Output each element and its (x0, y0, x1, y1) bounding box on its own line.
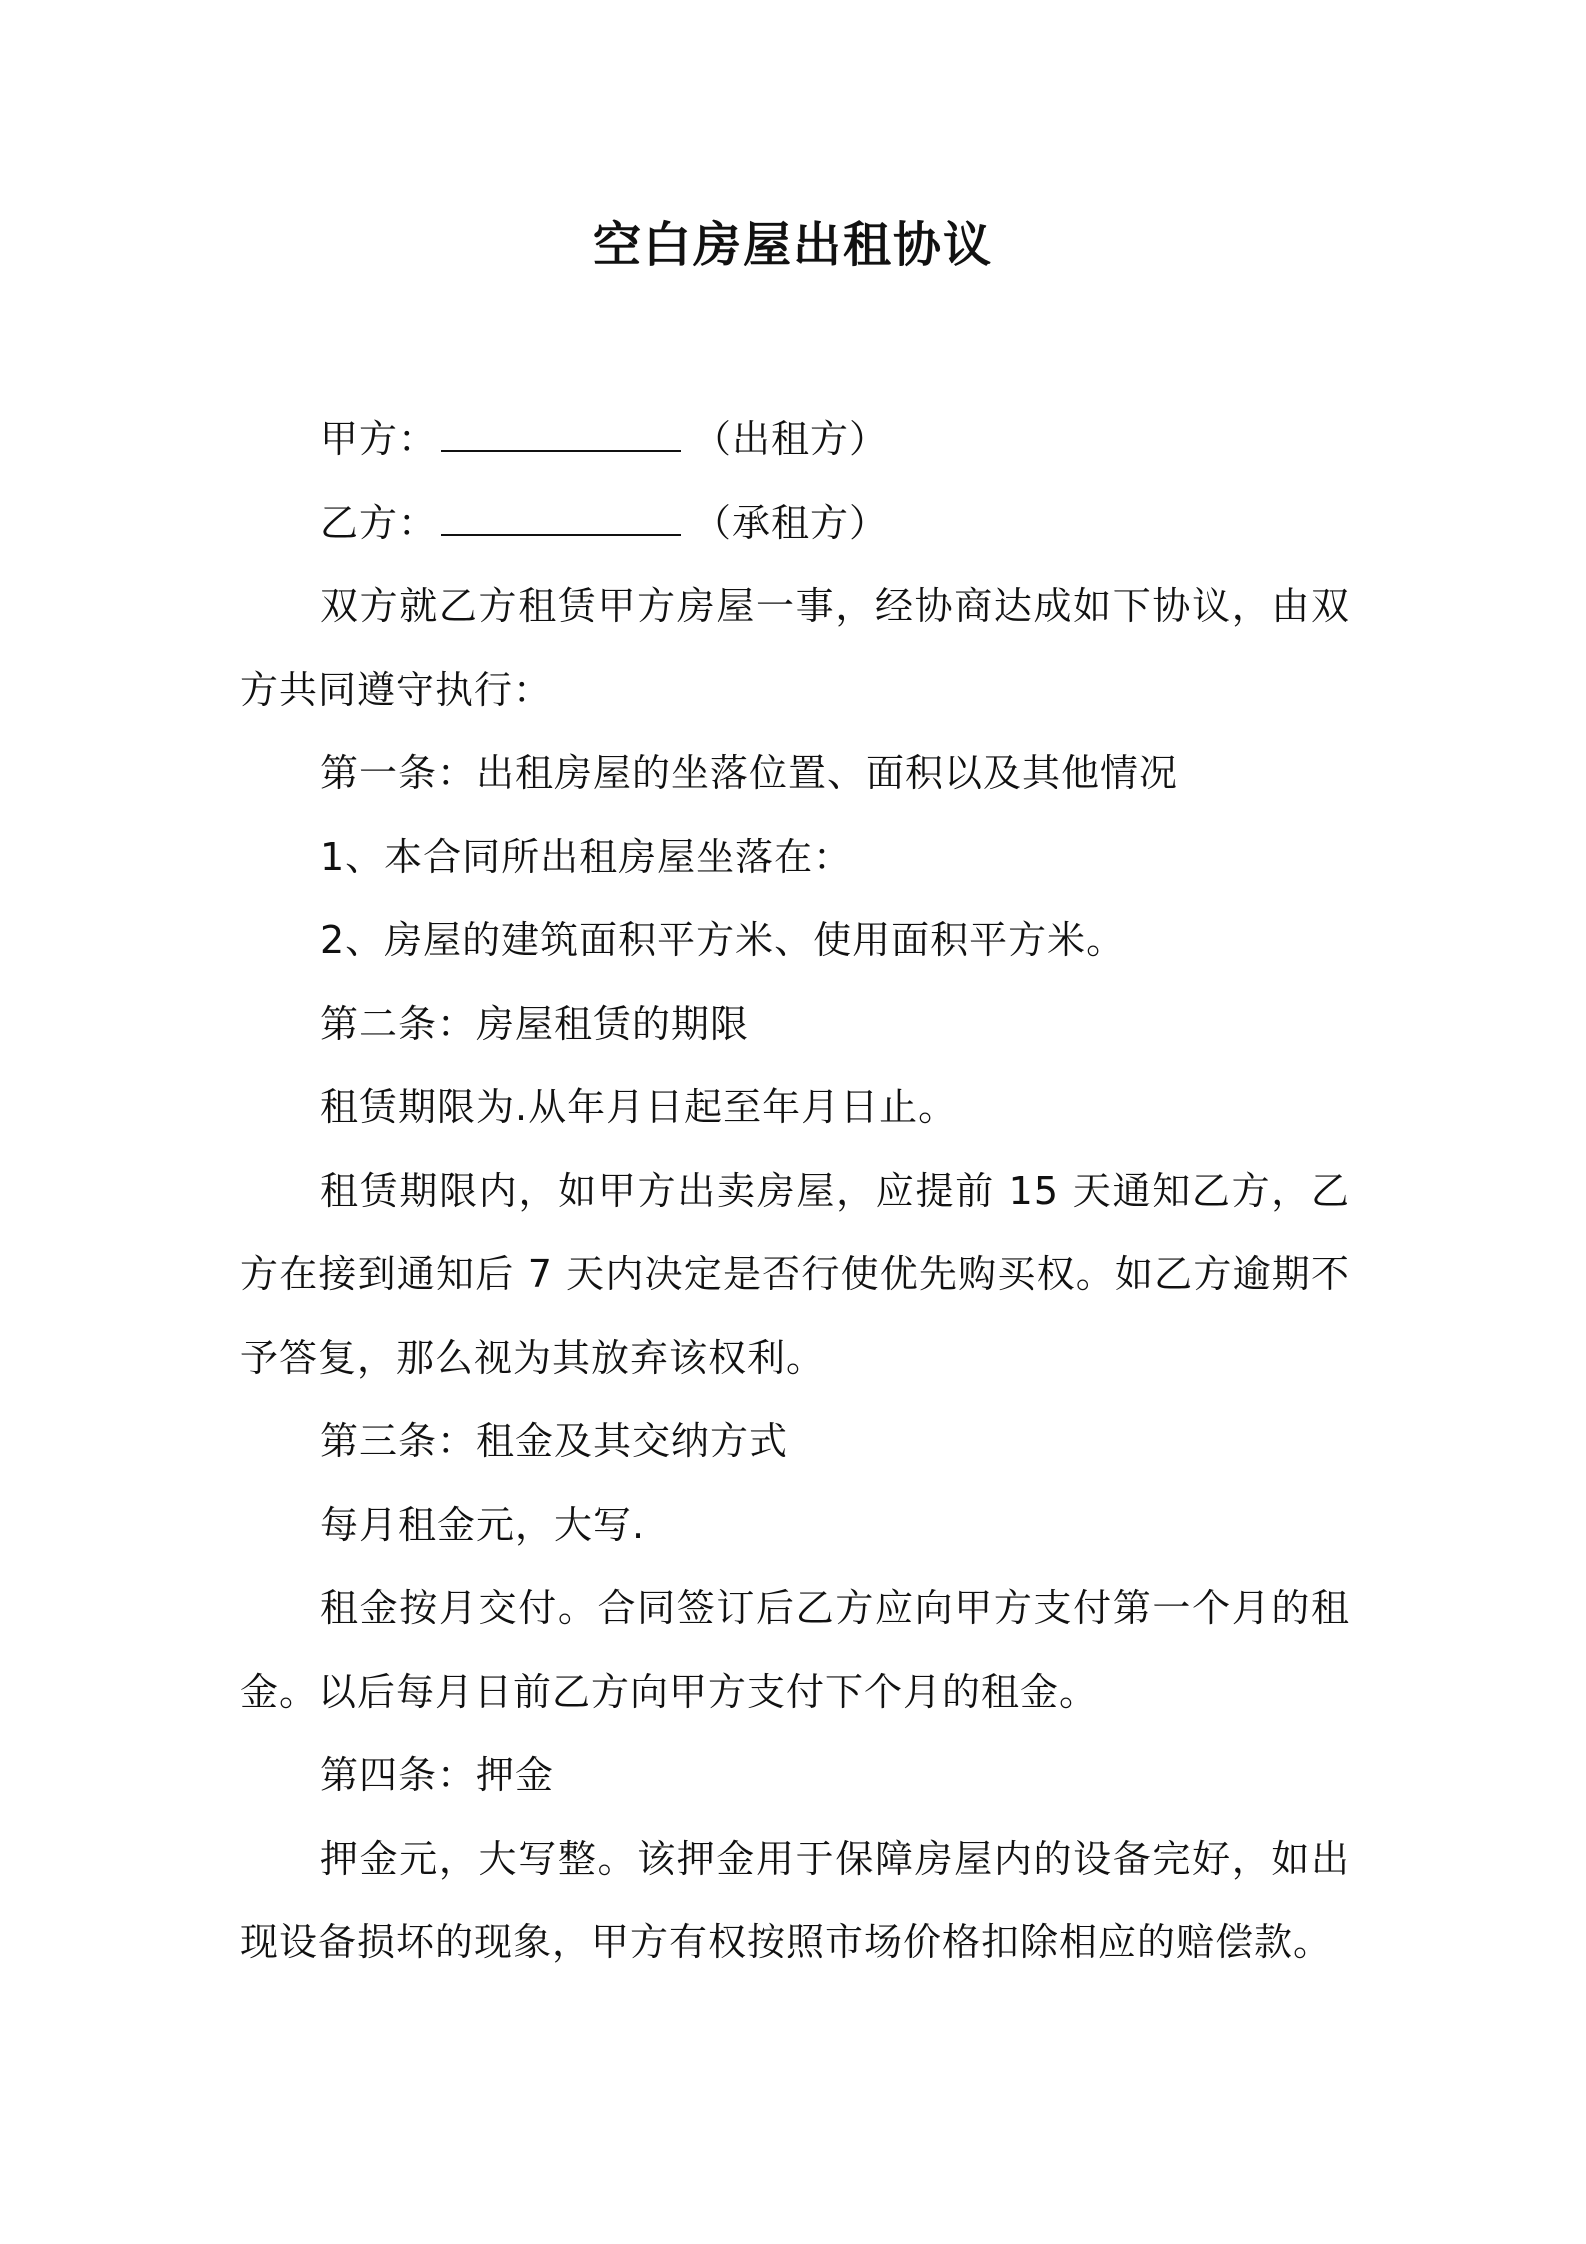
document-title: 空白房屋出租协议 (592, 217, 993, 273)
article1-item2: 2、房屋的建筑面积平方米、使用面积平方米。 (320, 918, 1126, 962)
party-a-line (240, 398, 1350, 482)
article4-deposit: 押金元，大写整。该押金用于保障房屋内的设备完好，如出现设备损坏的现象，甲方有权按照市场价格扣除相应的赔偿款。 (240, 1836, 1350, 1964)
article4-heading: 第四条：押金 (320, 1753, 555, 1797)
article2-sale-clause: 租赁期限内，如甲方出卖房屋，应提前 15 天通知乙方，乙方在接到通知后 7 天内决定是否行使优先购买权。如乙方逾期不予答复，那么视为其放弃该权利。 (240, 1168, 1350, 1380)
article1-item1: 1、本合同所出租房屋坐落在： (320, 834, 853, 879)
article3-payment: 租金按月交付。合同签订后乙方应向甲方支付第一个月的租金。以后每月日前乙方向甲方支付下个月的租金。 (240, 1586, 1350, 1714)
party-a-role: （出租方） (693, 417, 889, 461)
article3-heading: 第三条：租金及其交纳方式 (320, 1419, 789, 1463)
party-b-blank (441, 488, 681, 536)
party-a-label: 甲方： (320, 417, 438, 461)
party-a-blank (441, 404, 681, 452)
party-b-label: 乙方： (320, 500, 438, 545)
intro-paragraph: 双方就乙方租赁甲方房屋一事，经协商达成如下协议，由双方共同遵守执行： (240, 584, 1350, 712)
article1-heading: 第一条：出租房屋的坐落位置、面积以及其他情况 (320, 751, 1179, 795)
party-b-line (240, 482, 1350, 566)
article2-heading: 第二条：房屋租赁的期限 (320, 1001, 750, 1046)
article3-rent: 每月租金元，大写. (320, 1502, 646, 1547)
party-b-role: （承租方） (693, 500, 889, 545)
document-body (240, 398, 1350, 1985)
article2-term: 租赁期限为.从年月日起至年月日止。 (320, 1085, 958, 1129)
